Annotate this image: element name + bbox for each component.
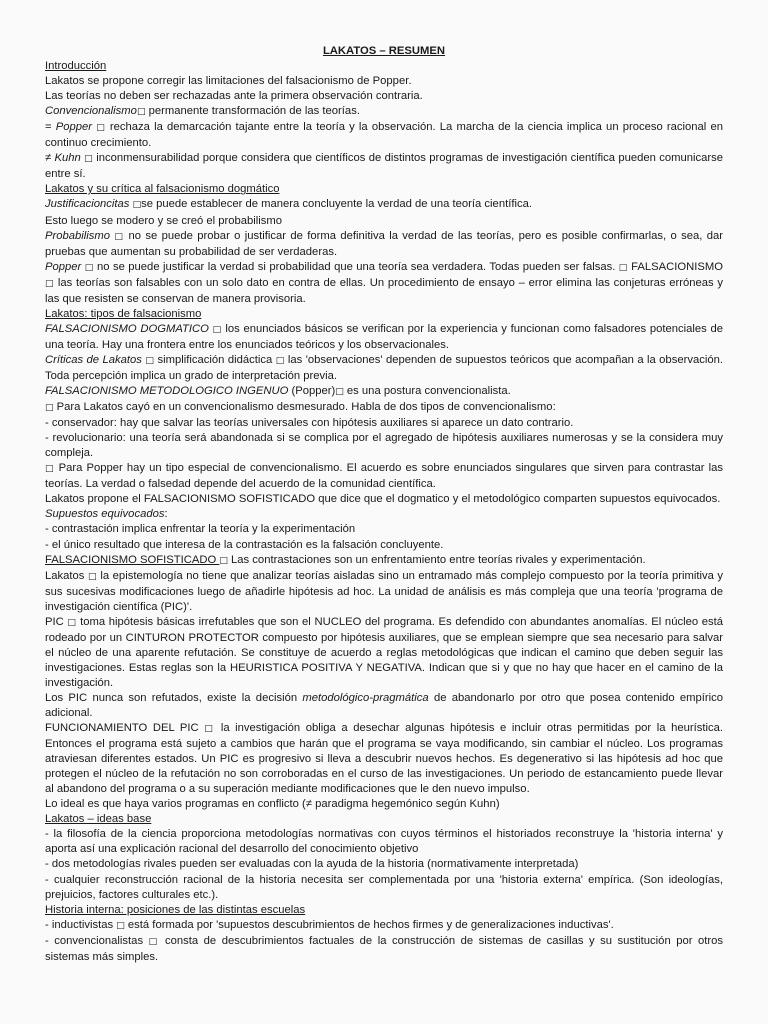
text: se puede establecer de manera concluyente la verdad de una teoría científica. bbox=[141, 198, 532, 211]
text: rechaza la demarcación tajante entre la teoría y la observación. La marcha de la ciencia implica un proceso racional en continuo crecimiento. bbox=[45, 121, 723, 150]
box-glyph-icon: □ bbox=[114, 231, 125, 242]
term: Popper bbox=[45, 260, 82, 273]
text: = bbox=[45, 121, 56, 134]
text: : bbox=[164, 508, 168, 521]
paragraph bbox=[45, 721, 723, 797]
text: consta de descubrimientos factuales de la construcción de sistemas de casillas y su sustitución por otros sistemas más simples. bbox=[45, 934, 723, 963]
box-glyph-icon: □ bbox=[204, 724, 216, 735]
text: la investigación obliga a desechar algunas hipótesis e incluir otras permitidas por la heurística. Entonces el programa está sujeto a cambios que harán que el programa se vaya modificando, sin cambiar el núcleo. Los programas atraviesan diferentes estados. Un PIC es progresivo si lleva a descubrir nuevos hechos. Es degenerativo si las hipótesis ad hoc que protegen el núcleo de la refutación no son corroboradas en el curso de las investigaciones. Un periodo de estancamiento puede llevar al abandono del programa o a su superación mediante modificaciones que le den nuevo impulso. bbox=[45, 722, 723, 796]
term: Convencionalismo bbox=[45, 105, 137, 118]
text: las teorías son falsables con un solo dato en contra de ellas. Un procedimiento de ensayo – error elimina las conjeturas erróneas y las que resisten se conservan de manera provisoria. bbox=[45, 276, 723, 305]
box-glyph-icon: □ bbox=[219, 555, 228, 566]
text: Para Popper hay un tipo especial de convencionalismo. El acuerdo es sobre enunciados singulares que sirven para contrastar las teorías. La verdad o falsedad depende del acuerdo de la comunidad científica. bbox=[45, 462, 723, 491]
paragraph bbox=[45, 384, 723, 400]
box-glyph-icon: □ bbox=[136, 107, 146, 118]
term: Popper bbox=[55, 121, 93, 134]
text: (Popper) bbox=[288, 385, 336, 398]
text: Lakatos bbox=[45, 569, 88, 582]
paragraph bbox=[45, 322, 723, 353]
term: Probabilismo bbox=[45, 229, 111, 242]
text: Los PIC nunca son refutados, existe la decisión bbox=[45, 691, 303, 704]
text: PIC bbox=[45, 615, 68, 628]
paragraph: Esto luego se modero y se creó el probabilismo bbox=[45, 214, 282, 227]
list-item: - cualquier reconstrucción racional de la historia necesita ser complementada por una 'historia externa' empírica. (Son ideologías, prejuicios, factores culturales etc.). bbox=[45, 873, 723, 901]
list-item: - contrastación implica enfrentar la teoría y la experimentación bbox=[45, 523, 356, 536]
box-glyph-icon: □ bbox=[67, 617, 77, 628]
box-glyph-icon: □ bbox=[87, 571, 97, 582]
list-item bbox=[45, 934, 723, 965]
text: no se puede probar o justificar de forma definitiva la verdad de las teorías, pero es posible confirmarlas, o sea, dar pruebas que aumentan su probabilidad de ser verdaderas. bbox=[45, 229, 723, 258]
text: la epistemología no tiene que analizar teorías aisladas sino un entramado más complejo compuesto por la teoría primitiva y sus sucesivas modificaciones luego de añadirle hipótesis ad hoc. La unidad de análisis es más compleja que una teoría 'programa de investigación científica (PIC)'. bbox=[45, 569, 723, 613]
text: las 'observaciones' dependen de supuestos teóricos que acompañan a la observación. Toda percepción implica un grado de interpretación previa. bbox=[45, 353, 723, 382]
box-glyph-icon: □ bbox=[145, 355, 155, 366]
text: toma hipótesis básicas irrefutables que son el NUCLEO del programa. Es defendido con abundantes anomalías. El núcleo está rodeado por un CINTURON PROTECTOR compuesto por hipótesis auxiliares, que se emplean siempre que sea necesario para salvar el núcleo de una aparente refutación. Se constituye de acuerdo a reglas metodológicas que indican el camino que deben seguir las investigaciones. Estas reglas son la HEURISTICA POSITIVA Y NEGATIVA. Indican que si y que no hay que hacer en el camino de la investigación. bbox=[45, 615, 723, 689]
box-glyph-icon: □ bbox=[335, 387, 344, 398]
box-glyph-icon: □ bbox=[45, 278, 55, 289]
paragraph bbox=[45, 507, 723, 522]
text: Las contrastaciones son un enfrentamiento entre teorías rivales y experimentación. bbox=[227, 553, 646, 566]
text: FUNCIONAMIENTO DEL PIC bbox=[45, 722, 205, 735]
term: FALSACIONISMO SOFISTICADO bbox=[45, 553, 220, 566]
box-glyph-icon: □ bbox=[132, 200, 142, 211]
text: los enunciados básicos se verifican por la experiencia y funcionan como falsadores potenciales de una teoría. Hay una frontera entre los enunciados teóricos y los observacionales. bbox=[45, 322, 723, 351]
box-glyph-icon: □ bbox=[212, 324, 222, 335]
section-heading-historia-interna: Historia interna: posiciones de las distintas escuelas bbox=[45, 903, 306, 916]
list-item: - conservador: hay que salvar las teorías universales con hipótesis auxiliares si aparece un dato contrario. bbox=[45, 417, 574, 430]
text: ≠ bbox=[45, 152, 55, 165]
paragraph bbox=[45, 353, 723, 384]
list-item: - la filosofía de la ciencia proporciona metodologías normativas con cuyos términos el historiados reconstruye la 'historia interna' y aporta así una explicación racional del desarrollo del conocimiento objetivo bbox=[45, 828, 723, 856]
paragraph bbox=[45, 229, 723, 260]
paragraph bbox=[45, 104, 723, 120]
paragraph: Lakatos propone el FALSACIONISMO SOFISTICADO que dice que el dogmatico y el metodológico comparten supuestos equivocados. bbox=[45, 493, 721, 506]
term: Kuhn bbox=[54, 152, 81, 165]
term: Supuestos equivocados bbox=[45, 508, 165, 521]
list-item: - revolucionario: una teoría será abandonada si se complica por el agregado de hipótesis auxiliares numerosas y se la considera muy compleja. bbox=[45, 432, 723, 460]
page-title: LAKATOS – RESUMEN bbox=[322, 45, 446, 57]
box-glyph-icon: □ bbox=[84, 262, 94, 273]
paragraph: Las teorías no deben ser rechazadas ante la primera observación contraria. bbox=[45, 90, 423, 103]
section-heading-critica: Lakatos y su crítica al falsacionismo dogmático bbox=[45, 183, 280, 196]
text: FALSACIONISMO bbox=[627, 260, 723, 273]
text: de abandonarlo por otro que posea contenido empírico adicional. bbox=[45, 691, 723, 720]
paragraph: Lakatos se propone corregir las limitaciones del falsacionismo de Popper. bbox=[45, 75, 412, 88]
paragraph bbox=[45, 400, 723, 416]
box-glyph-icon: □ bbox=[96, 123, 106, 134]
text: Para Lakatos cayó en un convencionalismo desmesurado. Habla de dos tipos de convencionalismo: bbox=[53, 401, 556, 414]
text: permanente transformación de las teorías. bbox=[145, 105, 360, 118]
text: simplificación didáctica bbox=[154, 353, 276, 366]
text: es una postura convencionalista. bbox=[343, 385, 511, 398]
text: inconmensurabilidad porque considera que científicos de distintos programas de investigación científica pueden comunicarse entre sí. bbox=[45, 152, 723, 181]
paragraph bbox=[45, 691, 723, 721]
list-item: - el único resultado que interesa de la contrastación es la falsación concluyente. bbox=[45, 538, 444, 551]
term: FALSACIONISMO METODOLOGICO INGENUO bbox=[45, 385, 289, 398]
text: - convencionalistas bbox=[45, 934, 149, 947]
paragraph bbox=[45, 197, 723, 213]
box-glyph-icon: □ bbox=[45, 464, 55, 475]
term: Justificacioncitas bbox=[45, 198, 130, 211]
section-heading-ideas-base: Lakatos – ideas base bbox=[45, 813, 152, 826]
box-glyph-icon: □ bbox=[275, 355, 285, 366]
document-page bbox=[45, 44, 723, 965]
section-heading-tipos: Lakatos: tipos de falsacionismo bbox=[45, 307, 202, 320]
paragraph bbox=[45, 615, 723, 691]
paragraph bbox=[45, 151, 723, 182]
paragraph bbox=[45, 461, 723, 492]
paragraph bbox=[45, 260, 723, 307]
paragraph bbox=[45, 569, 723, 615]
term: FALSACIONISMO DOGMATICO bbox=[45, 322, 209, 335]
text: está formada por 'supuestos descubrimientos de hechos firmes y de generalizaciones inductivas'. bbox=[124, 918, 614, 931]
section-heading-introduccion: Introducción bbox=[45, 60, 107, 73]
box-glyph-icon: □ bbox=[148, 936, 160, 947]
paragraph: Lo ideal es que haya varios programas en conflicto (≠ paradigma hegemónico según Kuhn) bbox=[45, 798, 500, 811]
box-glyph-icon: □ bbox=[618, 262, 628, 273]
box-glyph-icon: □ bbox=[116, 920, 125, 931]
term: metodológico-pragmática bbox=[302, 691, 429, 704]
text: no se puede justificar la verdad si probabilidad que una teoría sea verdadera. Todas pueden ser falsas. bbox=[93, 260, 619, 273]
box-glyph-icon: □ bbox=[45, 403, 54, 414]
term: Críticas de Lakatos bbox=[45, 353, 142, 366]
paragraph bbox=[45, 120, 723, 151]
list-item bbox=[45, 918, 723, 934]
text: - inductivistas bbox=[45, 918, 117, 931]
box-glyph-icon: □ bbox=[84, 154, 93, 165]
paragraph bbox=[45, 553, 723, 569]
list-item: - dos metodologías rivales pueden ser evaluadas con la ayuda de la historia (normativamente interpretada) bbox=[45, 858, 579, 871]
